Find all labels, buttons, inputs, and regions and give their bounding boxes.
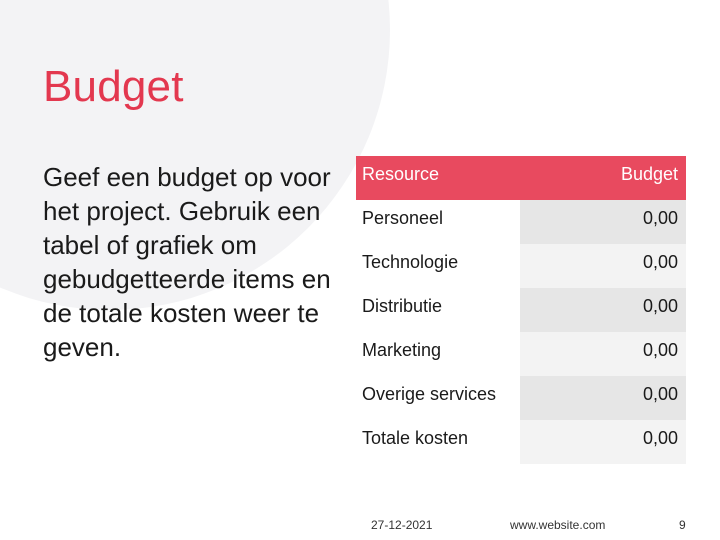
budget-table (356, 156, 686, 464)
total-label-cell: Totale kosten (362, 428, 469, 448)
table-row (356, 332, 686, 376)
footer-date: 27-12-2021 (371, 518, 433, 532)
table-row (356, 288, 686, 332)
resource-cell: Marketing (362, 340, 442, 360)
slide-title: Budget (43, 62, 184, 111)
table-row (356, 244, 686, 288)
resource-cell: Overige services (362, 384, 497, 404)
footer-website: www.website.com (510, 518, 606, 532)
resource-cell: Personeel (362, 208, 444, 228)
table-row (356, 376, 686, 420)
budget-cell: 0,00 (520, 288, 686, 332)
budget-cell: 0,00 (520, 244, 686, 288)
table-header-row (356, 156, 686, 200)
budget-cell: 0,00 (520, 332, 686, 376)
header-budget: Budget (520, 156, 686, 200)
header-resource: Resource (356, 156, 520, 200)
budget-cell: 0,00 (520, 200, 686, 244)
table-row (356, 200, 686, 244)
slide-body-text: Geef een budget op voor het project. Gebruik een tabel of grafiek om gebudgetteerde items en de totale kosten weer te geven. (43, 162, 331, 362)
footer-page-number: 9 (679, 518, 686, 532)
total-budget-cell: 0,00 (520, 420, 686, 464)
resource-cell: Distributie (362, 296, 443, 316)
budget-cell: 0,00 (520, 376, 686, 420)
table-total-row (356, 420, 686, 464)
resource-cell: Technologie (362, 252, 459, 272)
